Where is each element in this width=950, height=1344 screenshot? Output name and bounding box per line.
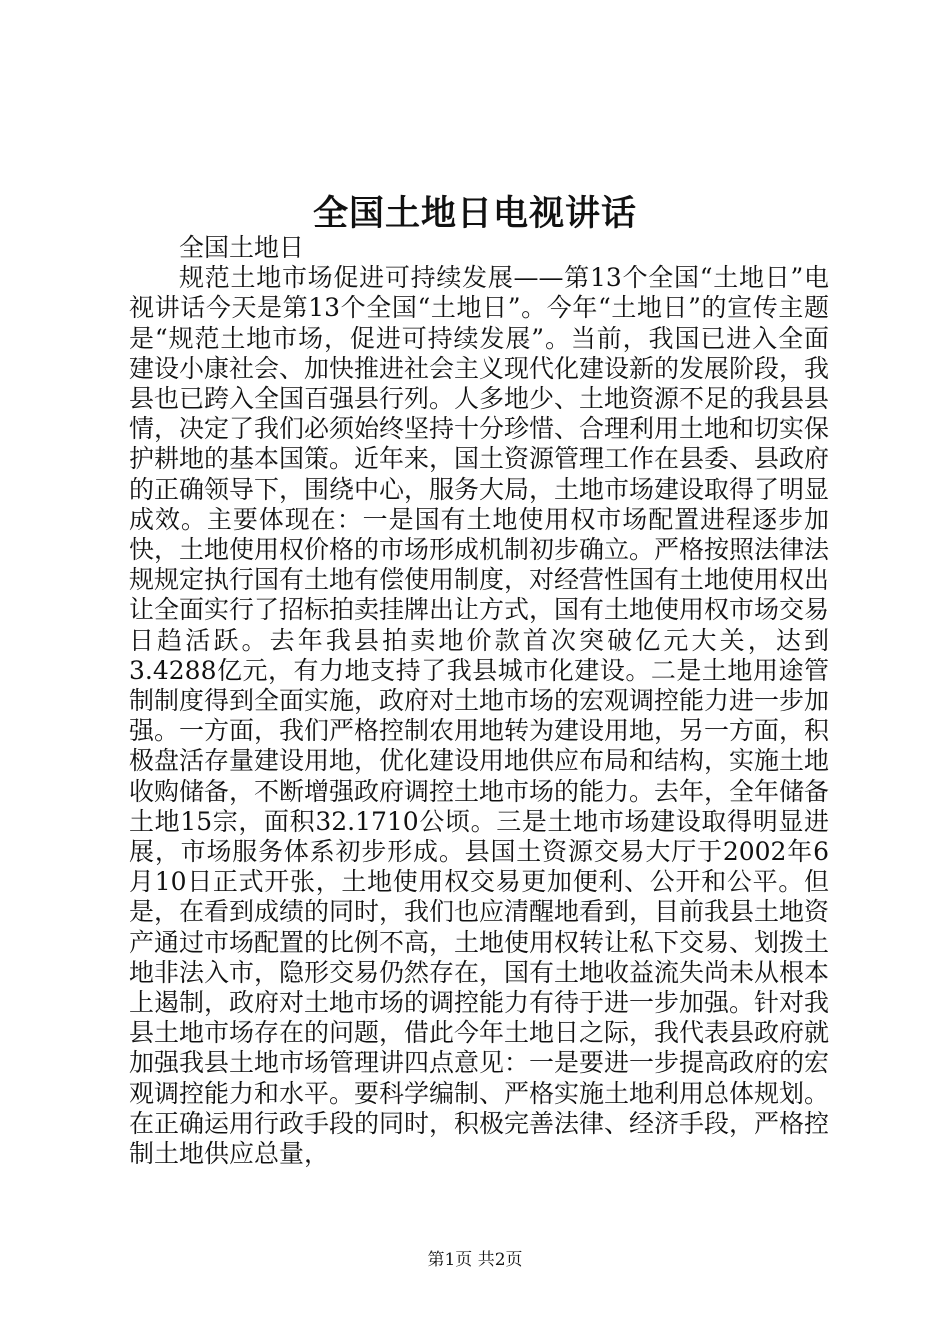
paragraph-heading: 全国土地日 [179,233,305,262]
document-body [129,233,829,1169]
paragraph-main: 规范土地市场促进可持续发展——第13个全国“土地日”电视讲话今天是第13个全国“土地日”。今年“土地日”的宣传主题是“规范土地市场，促进可持续发展”。当前，我国已进入全面建设小康社会、加快推进社会主义现代化建设新的发展阶段，我县也已跨入全国百强县行列。人多地少、土地资源不足的我县县情，决定了我们必须始终坚持十分珍惜、合理利用土地和切实保护耕地的基本国策。近年来，国土资源管理工作在县委、县政府的正确领导下，围绕中心，服务大局，土地市场建设取得了明显成效。主要体现在：一是国有土地使用权市场配置进程逐步加快，土地使用权价格的市场形成机制初步确立。严格按照法律法规规定执行国有土地有偿使用制度，对经营性国有土地使用权出让全面实行了招标拍卖挂牌出让方式，国有土地使用权市场交易日趋活跃。去年我县拍卖地价款首次突破亿元大关，达到3.4288亿元，有力地支持了我县城市化建设。二是土地用途管制制度得到全面实施，政府对土地市场的宏观调控能力进一步加强。一方面，我们严格控制农用地转为建设用地，另一方面，积极盘活存量建设用地，优化建设用地供应布局和结构，实施土地收购储备，不断增强政府调控土地市场的能力。去年，全年储备土地15宗，面积32.1710公顷。三是土地市场建设取得明显进展，市场服务体系初步形成。县国土资源交易大厅于2002年6月10日正式开张，土地使用权交易更加便利、公开和公平。但是，在看到成绩的同时，我们也应清醒地看到，目前我县土地资产通过市场配置的比例不高，土地使用权转让私下交易、划拨土地非法入市，隐形交易仍然存在，国有土地收益流失尚未从根本上遏制，政府对土地市场的调控能力有待于进一步加强。针对我县土地市场存在的问题，借此今年土地日之际，我代表县政府就加强我县土地市场管理讲四点意见：一是要进一步提高政府的宏观调控能力和水平。要科学编制、严格实施土地利用总体规划。在正确运用行政手段的同时，积极完善法律、经济手段，严格控制土地供应总量， [129,263,830,1169]
document-title: 全国土地日电视讲话 [312,193,637,234]
page-number-footer: 第1页 共2页 [427,1250,523,1270]
